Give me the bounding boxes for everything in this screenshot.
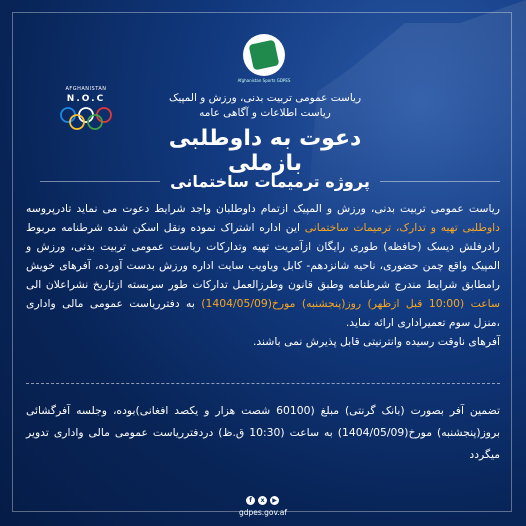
dashed-divider [26,383,500,384]
olympic-rings-icon [56,106,116,132]
website-link[interactable]: gdpes.gov.af [238,508,287,517]
page-title: دعوت به داوطلبی بازملی [168,126,362,176]
youtube-icon[interactable]: ▶ [270,496,279,505]
highlight-deadline: ساعت (10:00 قبل ازظهر) روز(پنجشنبه) مورخ(1404/05/09) [201,297,500,310]
logo-caption: Afghanistan Sports GDPES [237,78,291,83]
header-line-2: ریاست اطلاعات و آگاهی عامه [199,107,331,119]
highlight-project: داوطلبی تهیه و تدارک، ترمیمات ساختمانی [304,221,500,234]
noc-country: AFGHANISTAN [65,86,107,92]
guarantee-paragraph: تضمین آفر بصورت (بانک گرنتی) مبلغ (60100 شصت هزار و یکصد افغانی)بوده، وجلسه آفرگشائی بروز(پنجشنبه) مورخ(1404/05/09) به ساعت (10:30 ق.ظ) دردفترریاست عمومی مالی واداری تدویر میگردد [26,404,500,461]
noc-name: N.O.C [66,94,106,104]
body-text: ریاست عمومی تربیت بدنی، ورزش و المپیک ازتمام داوطلبان واجد شرایط دعوت می نماید تادرپروسه [26,202,500,215]
body-text: به دفترریاست عمومی مالی واداری ،منزل سوم تعمیراداری ارائه نماید. [26,297,500,329]
subtitle-rule-left [40,181,160,182]
x-icon[interactable]: x [258,496,267,505]
noc-logo [56,86,116,104]
header-line-1: ریاست عمومی تربیت بدنی، ورزش و المپیک [168,92,362,104]
social-icons [246,496,279,505]
facebook-icon[interactable]: f [246,496,255,505]
gdpes-logo [243,34,285,76]
subtitle-rule-right [380,181,500,182]
announcement-body [26,199,500,351]
body-text: این اداره اشتراک نموده ونقل اسکن شده شرطنامه مربوط رادرفلش دیسک (حافظه) طوری رایگان ازآمریت تهیه وتدارکات ریاست عمومی تربیت بدنی، ورزش و المپیک واقع چمن حضوری، ناحیه شانزدهم- کابل ویاویب سایت اداره ورزش بدست آورده، آفرهای خویش رامطابق شرایط مندرج شرطنامه وطبق قانون وطرزالعمل تدارکات طور سربسته ازتاریخ نشراعلان الی [26,221,500,291]
page-subtitle: پروژه ترمیمات ساختمانی [170,172,370,191]
paragraph-2: آفرهای ناوقت رسیده وانترنیتی قابل پذیرش نمی باشند. [252,335,500,348]
paragraph-1 [26,199,500,332]
